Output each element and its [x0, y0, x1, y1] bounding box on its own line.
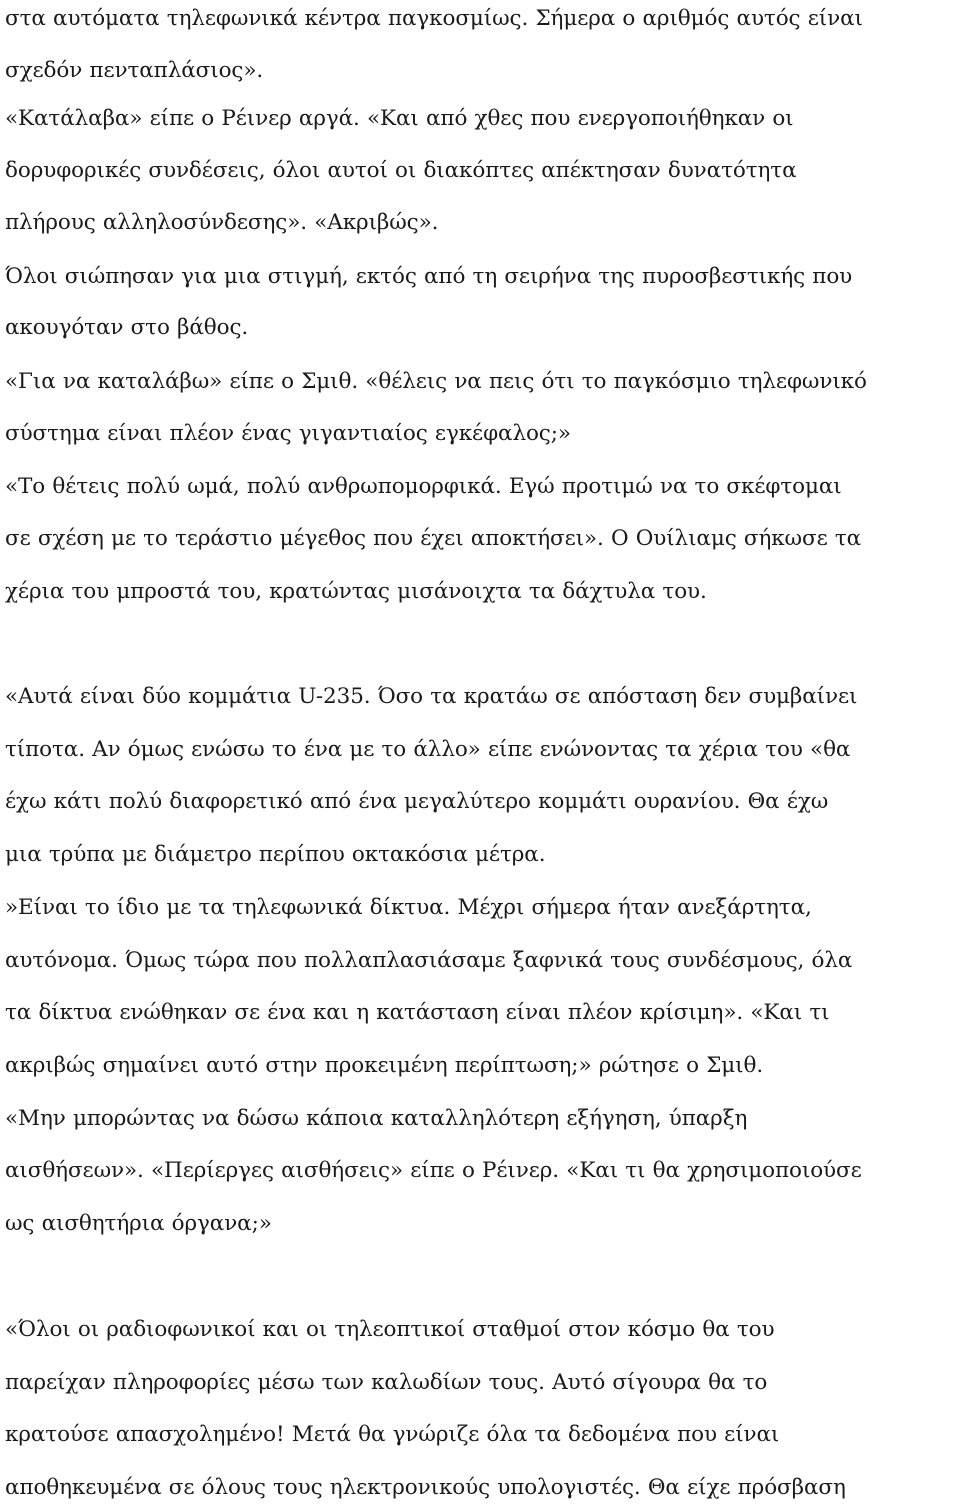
text-line: πλήρους αλληλοσύνδεσης». «Ακριβώς». — [5, 210, 439, 235]
text-line: παρείχαν πληροφορίες μέσω των καλωδίων τους. Αυτό σίγουρα θα το — [5, 1370, 768, 1395]
text-line: κρατούσε απασχολημένο! Μετά θα γνώριζε όλα τα δεδομένα που είναι — [5, 1422, 780, 1447]
text-line: «Για να καταλάβω» είπε ο Σμιθ. «θέλεις να πεις ότι το παγκόσμιο τηλεφωνικό — [5, 369, 867, 394]
text-line: αυτόνομα. Όμως τώρα που πολλαπλασιάσαμε ξαφνικά τους συνδέσμους, όλα — [5, 948, 853, 973]
text-line: αισθήσεων». «Περίεργες αισθήσεις» είπε ο Ρέινερ. «Και τι θα χρησιμοποιούσε — [5, 1158, 862, 1183]
text-line: »Είναι το ίδιο με τα τηλεφωνικά δίκτυα. Μέχρι σήμερα ήταν ανεξάρτητα, — [5, 895, 812, 920]
text-line: ακριβώς σημαίνει αυτό στην προκειμένη περίπτωση;» ρώτησε ο Σμιθ. — [5, 1053, 764, 1078]
text-line: μια τρύπα με διάμετρο περίπου οκτακόσια μέτρα. — [5, 842, 546, 867]
text-line: «Αυτά είναι δύο κομμάτια U-235. Όσο τα κρατάω σε απόσταση δεν συμβαίνει — [5, 684, 858, 709]
text-line: τα δίκτυα ενώθηκαν σε ένα και η κατάσταση είναι πλέον κρίσιμη». «Και τι — [5, 1000, 830, 1025]
text-line: δορυφορικές συνδέσεις, όλοι αυτοί οι διακόπτες απέκτησαν δυνατότητα — [5, 158, 797, 183]
text-line: ως αισθητήρια όργανα;» — [5, 1211, 272, 1236]
text-line: έχω κάτι πολύ διαφορετικό από ένα μεγαλύτερο κομμάτι ουρανίου. Θα έχω — [5, 789, 829, 814]
text-line: «Όλοι οι ραδιοφωνικοί και οι τηλεοπτικοί σταθμοί στον κόσμο θα του — [5, 1317, 775, 1342]
text-line: στα αυτόματα τηλεφωνικά κέντρα παγκοσμίως. Σήμερα ο αριθμός αυτός είναι — [5, 6, 863, 31]
text-line: σχεδόν πενταπλάσιος». — [5, 58, 264, 83]
text-line: «Κατάλαβα» είπε ο Ρέινερ αργά. «Και από χθες που ενεργοποιήθηκαν οι — [5, 106, 794, 131]
text-line: Όλοι σιώπησαν για μια στιγμή, εκτός από τη σειρήνα της πυροσβεστικής που — [5, 264, 853, 289]
text-line: σε σχέση με το τεράστιο μέγεθος που έχει αποκτήσει». Ο Ουίλιαμς σήκωσε τα — [5, 526, 862, 551]
text-line: «Μην μπορώντας να δώσω κάποια καταλληλότερη εξήγηση, ύπαρξη — [5, 1106, 748, 1131]
text-line: σύστημα είναι πλέον ένας γιγαντιαίος εγκέφαλος;» — [5, 421, 571, 446]
text-line: αποθηκευμένα σε όλους τους ηλεκτρονικούς υπολογιστές. Θα είχε πρόσβαση — [5, 1475, 846, 1500]
text-line: «Το θέτεις πολύ ωμά, πολύ ανθρωπομορφικά. Εγώ προτιμώ να το σκέφτομαι — [5, 474, 842, 499]
text-line: χέρια του μπροστά του, κρατώντας μισάνοιχτα τα δάχτυλα του. — [5, 579, 707, 604]
text-line: τίποτα. Αν όμως ενώσω το ένα με το άλλο» είπε ενώνοντας τα χέρια του «θα — [5, 737, 851, 762]
text-line: ακουγόταν στο βάθος. — [5, 315, 249, 340]
